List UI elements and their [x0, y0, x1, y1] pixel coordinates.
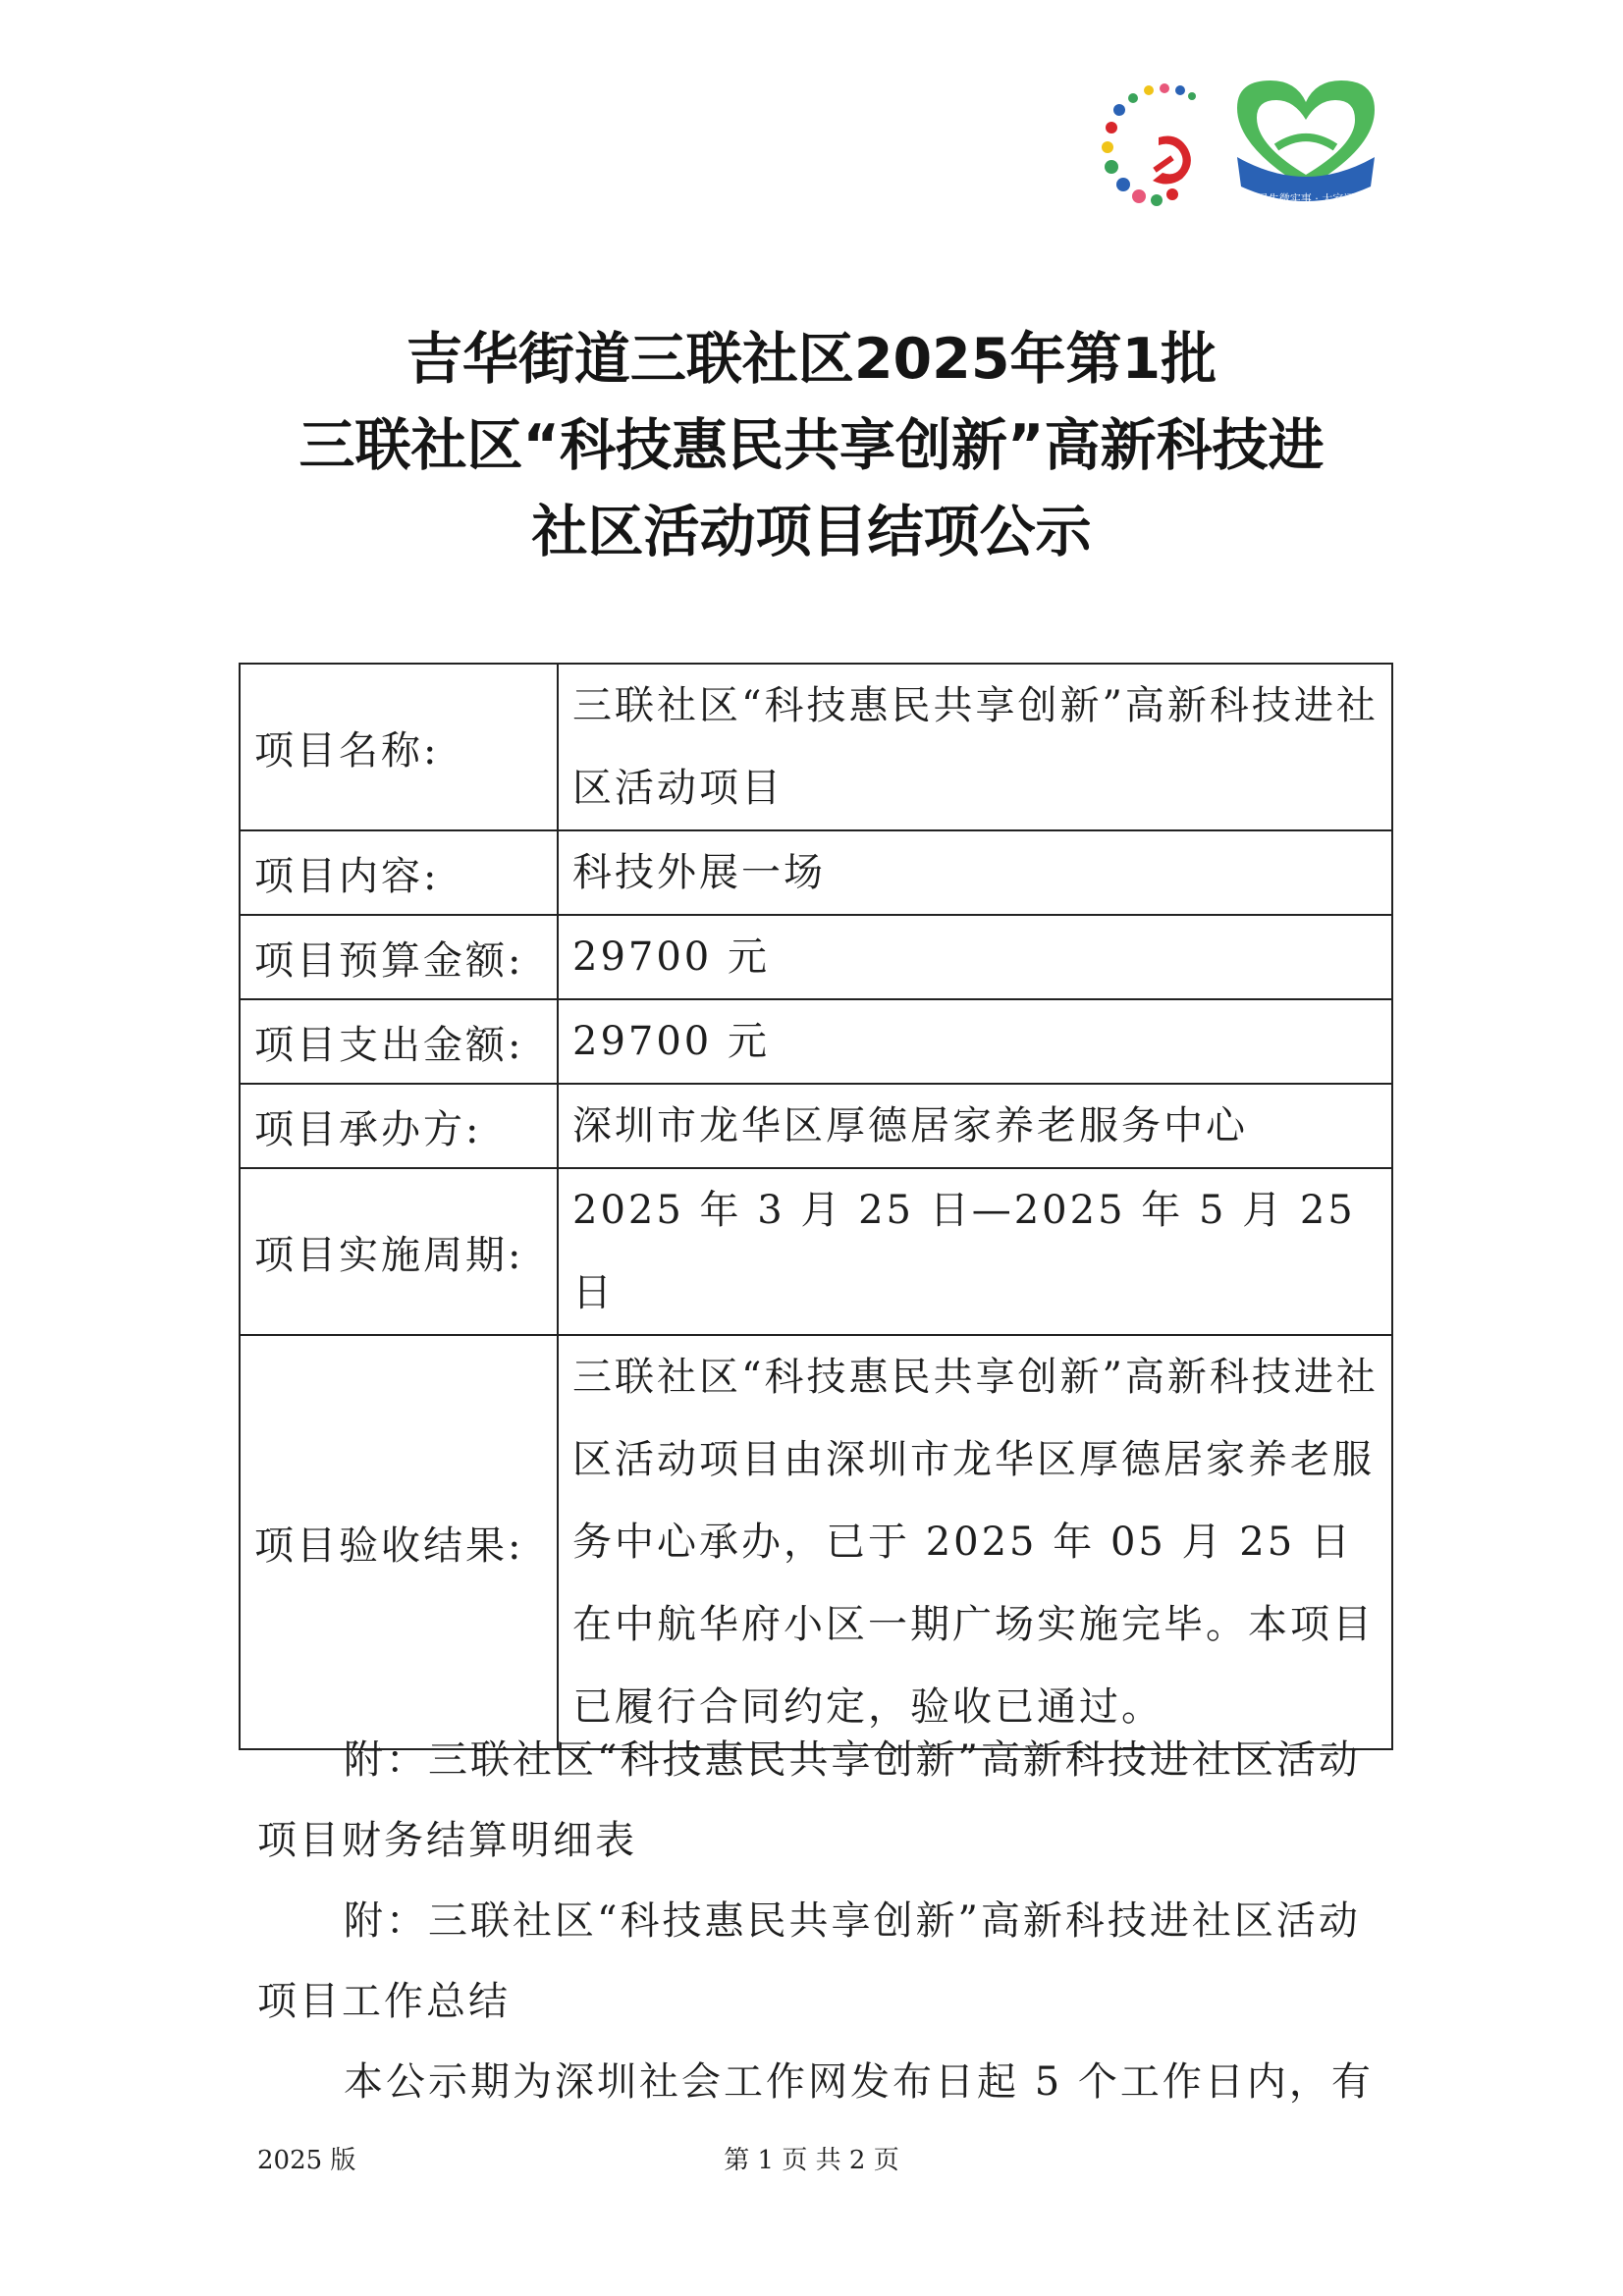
document-title [0, 316, 1623, 575]
title-line-2: 三联社区“科技惠民共享创新”高新科技进 [298, 413, 1325, 478]
row-label: 项目预算金额: [240, 915, 558, 999]
row-label: 项目名称: [240, 664, 558, 830]
row-label: 项目验收结果: [240, 1335, 558, 1749]
table-row [240, 999, 1392, 1084]
row-label: 项目支出金额: [240, 999, 558, 1084]
row-label: 项目实施周期: [240, 1168, 558, 1335]
row-value: 29700 元 [558, 915, 1392, 999]
footer-page-number: 第 1 页 共 2 页 [724, 2146, 899, 2175]
row-value: 三联社区“科技惠民共享创新”高新科技进社区活动项目由深圳市龙华区厚德居家养老服务中心承办，已于 2025 年 05 月 25 日在中航华府小区一期广场实施完毕。本项目已履行合同约定，验收已通过。 [558, 1335, 1392, 1749]
table-row [240, 830, 1392, 915]
footer-version: 2025 版 [257, 2146, 356, 2175]
row-value: 科技外展一场 [558, 830, 1392, 915]
table-row [240, 1084, 1392, 1168]
row-label: 项目承办方: [240, 1084, 558, 1168]
title-line-1: 吉华街道三联社区2025年第1批 [406, 327, 1217, 392]
row-value: 29700 元 [558, 999, 1392, 1084]
row-value: 2025 年 3 月 25 日—2025 年 5 月 25 日 [558, 1168, 1392, 1335]
row-value: 深圳市龙华区厚德居家养老服务中心 [558, 1084, 1392, 1168]
project-info-table [239, 663, 1393, 1750]
table-row [240, 1168, 1392, 1335]
table-row [240, 915, 1392, 999]
attachment-2: 附：三联社区“科技惠民共享创新”高新科技进社区活动项目工作总结 [257, 1898, 1361, 2024]
service-heart-logo-icon [1237, 80, 1375, 205]
logos [1090, 69, 1384, 216]
row-value: 三联社区“科技惠民共享创新”高新科技进社区活动项目 [558, 664, 1392, 830]
party-community-logo-icon [1102, 83, 1196, 206]
logo-caption: 民生微实事 · 大家评 [1257, 192, 1355, 205]
notice-text: 本公示期为深圳社会工作网发布日起 5 个工作日内，有 [344, 2059, 1374, 2105]
table-row [240, 664, 1392, 830]
attachment-1: 附：三联社区“科技惠民共享创新”高新科技进社区活动项目财务结算明细表 [257, 1737, 1361, 1863]
table-row [240, 1335, 1392, 1749]
title-line-3: 社区活动项目结项公示 [531, 500, 1092, 564]
row-label: 项目内容: [240, 830, 558, 915]
